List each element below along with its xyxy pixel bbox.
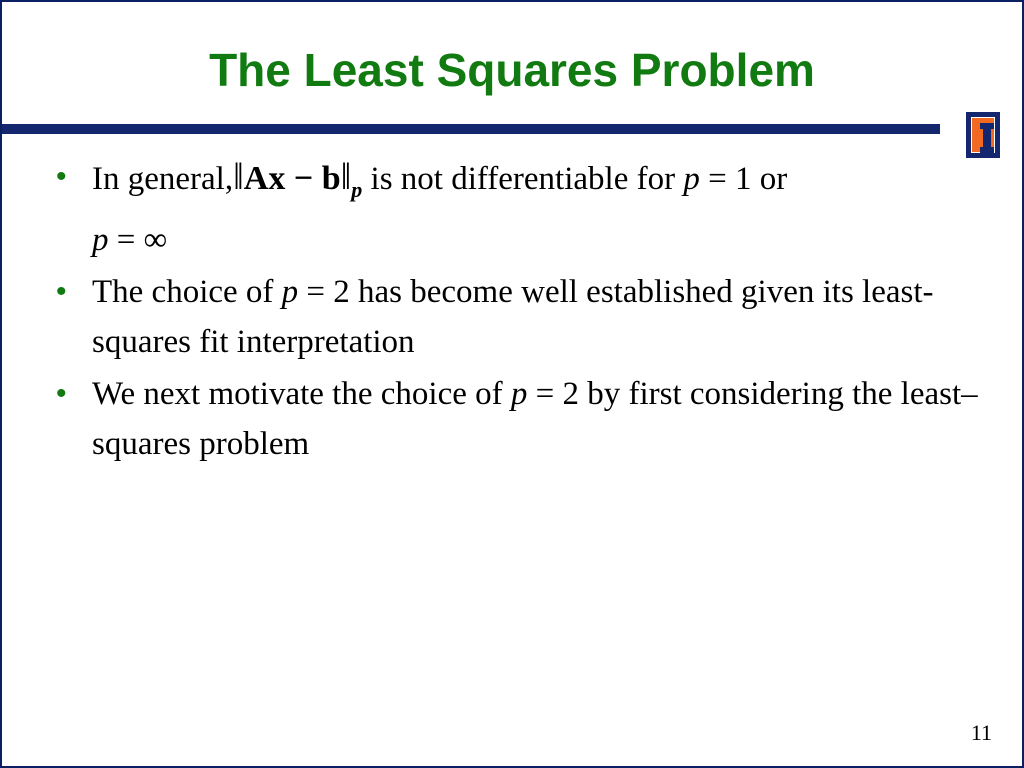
bullet-dot: • bbox=[56, 160, 67, 193]
bullet-item: • The choice of p = 2 has become well established given its least-squares fit interpretation bbox=[50, 267, 990, 367]
bullet-dot: • bbox=[56, 377, 67, 410]
slide-title: The Least Squares Problem bbox=[209, 44, 815, 96]
bullet-list bbox=[50, 152, 990, 471]
norm-expression: ‖Ax − $b‖_p$ bbox=[233, 156, 363, 202]
bullet-item: • We next motivate the choice of p = 2 by first considering the least–squares problem bbox=[50, 369, 990, 469]
title-divider bbox=[2, 124, 940, 134]
bullet-text: In general, bbox=[92, 161, 234, 197]
bullet-item: • In general,‖Ax − $b‖_p$ is not differentiable for p = 1 or p = ∞ bbox=[50, 152, 990, 265]
page-number: 11 bbox=[970, 720, 992, 745]
bullet-dot: • bbox=[56, 275, 67, 308]
